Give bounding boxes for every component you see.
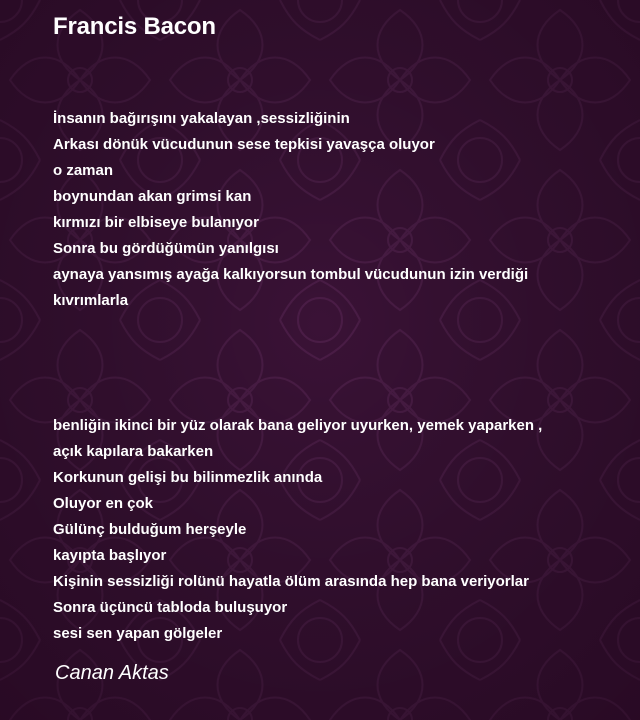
- poem-line: benliğin ikinci bir yüz olarak bana geliyor uyurken, yemek yaparken ,: [53, 417, 543, 434]
- poem-line: Korkunun gelişi bu bilinmezlik anında: [53, 469, 323, 486]
- poem-line: Oluyor en çok: [53, 495, 154, 512]
- poem-line: Sonra bu gördüğümün yanılgısı: [53, 240, 279, 257]
- stanza-2: [53, 413, 633, 647]
- poem-line: Kişinin sessizliği rolünü hayatla ölüm arasında hep bana veriyorlar: [53, 573, 529, 590]
- poem-line: kıvrımlarla: [53, 292, 129, 309]
- poem-line: Sonra üçüncü tabloda buluşuyor: [53, 599, 288, 616]
- poem-line: İnsanın bağırışını yakalayan ,sessizliğinin: [53, 110, 350, 127]
- poem-line: Arkası dönük vücudunun sese tepkisi yavaşça oluyor: [53, 136, 435, 153]
- poem-line: aynaya yansımış ayağa kalkıyorsun tombul vücudunun izin verdiği: [53, 266, 529, 283]
- poem-line: açık kapılara bakarken: [53, 443, 214, 460]
- poem-line: sesi sen yapan gölgeler: [53, 625, 223, 642]
- poem-author: Canan Aktas: [55, 662, 169, 684]
- stanza-1: [53, 106, 633, 314]
- poem-title: Francis Bacon: [53, 13, 216, 40]
- poem-line: Gülünç bulduğum herşeyle: [53, 521, 247, 538]
- poem-line: o zaman: [53, 162, 114, 179]
- poem-line: kayıpta başlıyor: [53, 547, 167, 564]
- poem-line: boynundan akan grimsi kan: [53, 188, 252, 205]
- poem-line: kırmızı bir elbiseye bulanıyor: [53, 214, 259, 231]
